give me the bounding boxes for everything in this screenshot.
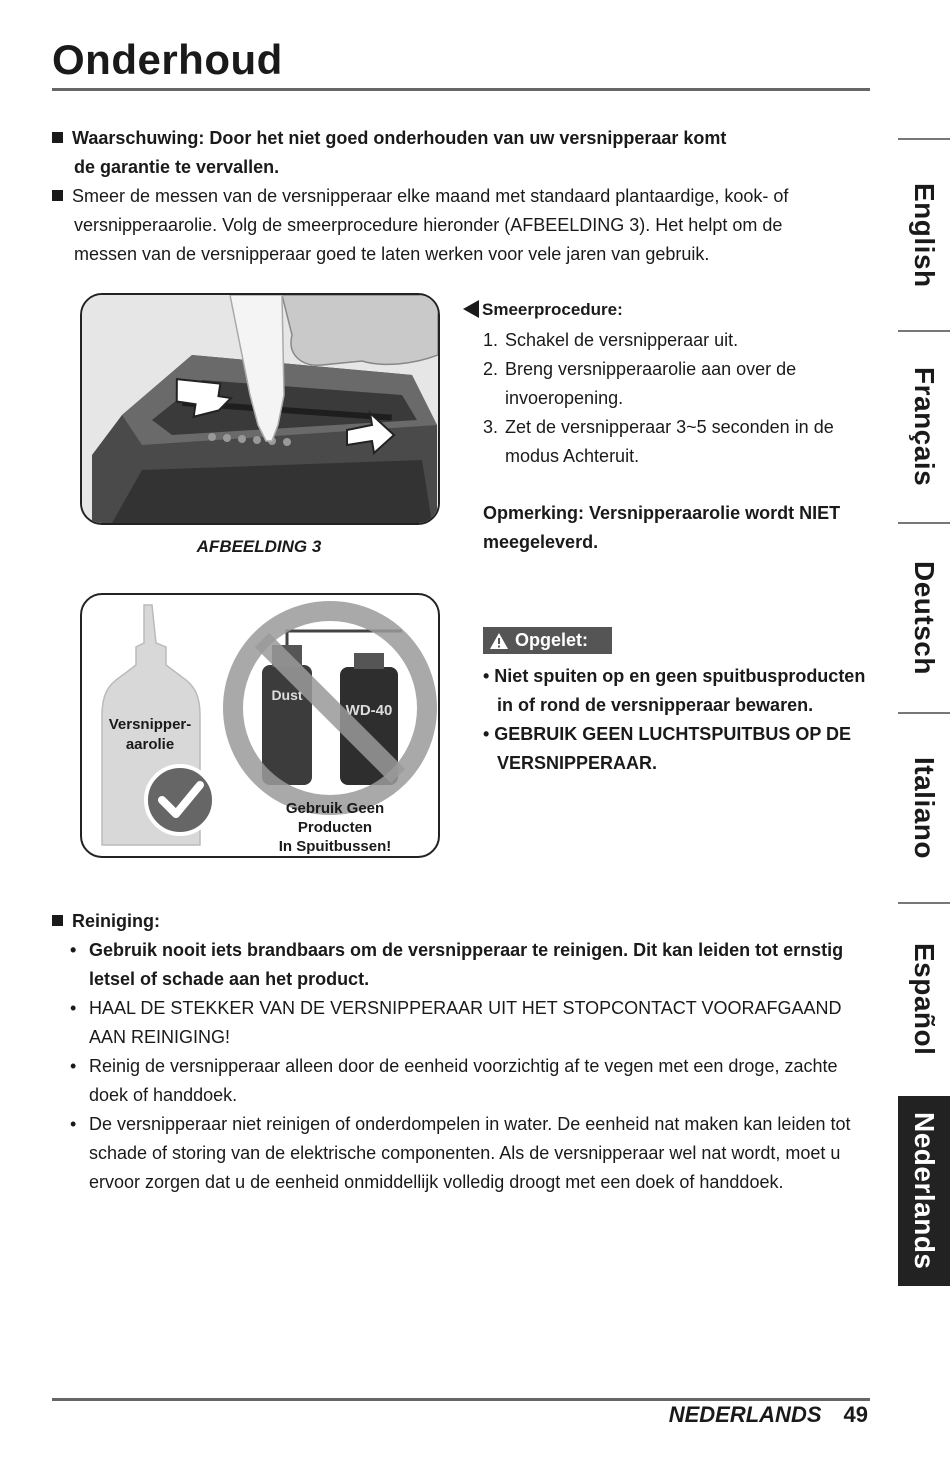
intro-line-1: Smeer de messen van de versnipperaar elke maand met standaard plantaardige, kook- of [72, 186, 789, 206]
cleaning-item: • Reinig de versnipperaar alleen door de eenheid voorzichtig af te vegen met een droge, zachte doek of handdoek. [70, 1052, 880, 1110]
cleaning-item: • Gebruik nooit iets brandbaars om de versnipperaar te reinigen. Dit kan leiden tot ernstig letsel of schade aan het product. [70, 936, 880, 994]
intro-paragraph [52, 182, 882, 269]
procedure-step [483, 326, 863, 355]
page-number: 49 [843, 1402, 868, 1427]
step-number: 1. [483, 330, 499, 350]
square-bullet-icon [52, 915, 63, 926]
procedure-title-text: Smeerprocedure: [482, 300, 623, 319]
caution-item: • Niet spuiten op en geen spuitbusproducten in of rond de versnipperaar bewaren. [483, 666, 866, 715]
tab-label-active: Nederlands [909, 1112, 940, 1270]
tab-label: Deutsch [909, 561, 940, 675]
tab-nederlands[interactable] [898, 1096, 950, 1286]
tab-espanol[interactable] [898, 904, 950, 1094]
caution-label: Opgelet: [515, 630, 589, 650]
step-text: Schakel de versnipperaar uit. [505, 330, 739, 350]
figure-oil-vs-spray [80, 593, 440, 858]
no-spray-label [252, 799, 418, 856]
no-spray-line-3: In Spuitbussen! [278, 838, 392, 855]
warning-paragraph [52, 124, 882, 182]
caution-item: • GEBRUIK GEEN LUCHTSPUITBUS OP DE VERSNIPPERAAR. [483, 724, 852, 773]
cleaning-list [70, 936, 880, 1197]
tab-english[interactable] [898, 140, 950, 330]
footer-divider [52, 1398, 870, 1401]
tab-label: Español [909, 942, 940, 1056]
cleaning-item: • HAAL DE STEKKER VAN DE VERSNIPPERAAR UIT HET STOPCONTACT VOORAFGAAND AAN REINIGING! [70, 994, 880, 1052]
tab-francais[interactable] [898, 332, 950, 522]
step-number: 2. [483, 359, 499, 379]
oil-label-line-2: aarolie [125, 736, 175, 753]
step-text: Zet de versnipperaar 3~5 seconden in de modus Achteruit. [505, 417, 834, 466]
caution-badge [483, 627, 612, 654]
square-bullet-icon [52, 132, 63, 143]
procedure-step [483, 355, 863, 413]
figure-oiling-shredder [80, 293, 440, 525]
procedure-steps [483, 326, 863, 471]
warning-triangle-icon [489, 632, 509, 650]
tab-italiano[interactable] [898, 714, 950, 902]
figure-caption: AFBEELDING 3 [196, 537, 322, 556]
cleaning-heading [52, 907, 160, 936]
can-label-dust: Dust [271, 687, 303, 703]
tab-label: English [909, 182, 940, 288]
step-text: Breng versnipperaarolie aan over de invoeropening. [505, 359, 797, 408]
warning-line-2: de garantie te vervallen. [74, 157, 280, 177]
warning-line-1: Waarschuwing: Door het niet goed onderhouden van uw versnipperaar komt [72, 128, 727, 148]
page-footer [669, 1402, 868, 1428]
tab-label: Français [909, 367, 940, 487]
title-divider [52, 88, 870, 91]
oil-label-line-1: Versnipper- [108, 716, 192, 733]
procedure-title [463, 300, 623, 320]
cleaning-title: Reiniging: [72, 911, 160, 931]
intro-line-2: versnipperaarolie. Volg de smeerprocedure hieronder (AFBEELDING 3). Het helpt om de [74, 215, 783, 235]
page-title: Onderhoud [52, 36, 283, 83]
step-number: 3. [483, 417, 499, 437]
square-bullet-icon [52, 190, 63, 201]
caution-list [483, 662, 883, 778]
no-spray-line-2: Producten [297, 819, 373, 836]
can-label-wd40: WD-40 [345, 702, 393, 719]
oil-bottle-label [88, 715, 212, 755]
no-spray-line-1: Gebruik Geen [285, 800, 385, 817]
cleaning-item: • De versnipperaar niet reinigen of onderdompelen in water. De eenheid nat maken kan leiden tot schade of storing van de elektrische componenten. Als de versnipperaar wel nat wordt, moet u ervoor zorgen dat u de eenheid onmiddellijk volledig droogt met een doek of handdoek. [70, 1110, 880, 1197]
pointer-triangle-icon [463, 300, 479, 318]
procedure-step [483, 413, 863, 471]
intro-line-3: messen van de versnipperaar goed te laten werken voor vele jaren van gebruik. [74, 244, 710, 264]
tab-label: Italiano [909, 756, 940, 859]
shredder-oiling-illustration [82, 295, 438, 523]
procedure-note: Opmerking: Versnipperaarolie wordt NIET meegeleverd. [483, 503, 841, 552]
tab-deutsch[interactable] [898, 524, 950, 712]
footer-section-name: NEDERLANDS [668, 1402, 822, 1427]
